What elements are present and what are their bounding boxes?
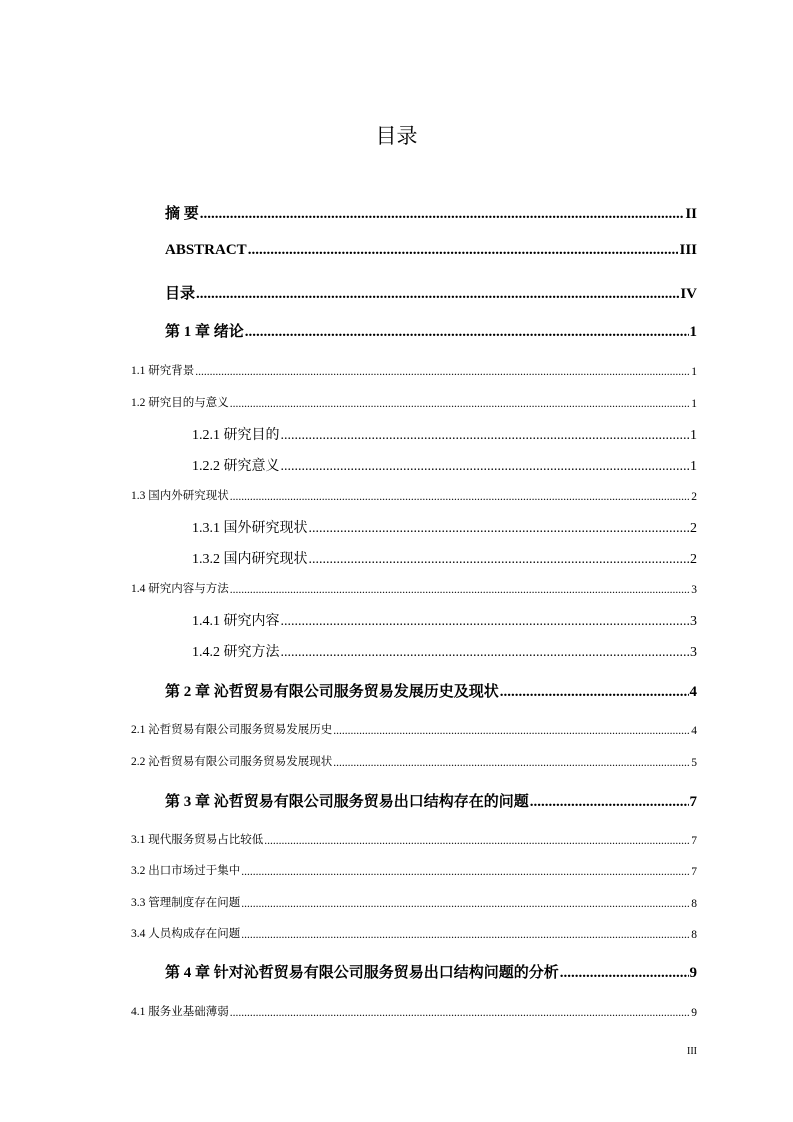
toc-leader-dots	[230, 398, 691, 410]
toc-entry-label: 第 3 章 沁哲贸易有限公司服务贸易出口结构存在的问题	[165, 794, 529, 810]
toc-entry-page: 1	[691, 366, 697, 378]
toc-entry-label: 1.2 研究目的与意义	[131, 397, 229, 409]
toc-entry-1-4-1[interactable]	[192, 610, 697, 630]
toc-leader-dots	[530, 794, 689, 811]
toc-entry-label: 1.3 国内外研究现状	[131, 490, 229, 502]
toc-entry-3-1[interactable]	[131, 831, 697, 847]
toc-leader-dots	[264, 835, 690, 847]
toc-leader-dots	[281, 645, 690, 661]
toc-entry-label: 1.2.2 研究意义	[192, 459, 280, 474]
toc-entry-page: 4	[691, 725, 697, 737]
toc-entry-page: 3	[691, 584, 697, 596]
toc-entry-label: 3.2 出口市场过于集中	[131, 865, 241, 877]
toc-entry-label: 1.4.2 研究方法	[192, 645, 280, 660]
toc-entry-page: 7	[691, 866, 697, 878]
toc-entry-1-3-2[interactable]	[192, 548, 697, 568]
toc-entry-abstract-en[interactable]	[165, 242, 697, 259]
toc-entry-2-2[interactable]	[131, 753, 697, 769]
toc-entry-label: 第 4 章 针对沁哲贸易有限公司服务贸易出口结构问题的分析	[165, 965, 559, 981]
toc-leader-dots	[281, 459, 690, 475]
toc-leader-dots	[195, 366, 690, 378]
page-title: 目录	[375, 124, 418, 148]
toc-entry-page: 3	[690, 645, 697, 660]
toc-leader-dots	[309, 521, 690, 537]
toc-entry-label: 摘 要	[165, 206, 199, 222]
toc-entry-page: 7	[691, 835, 697, 847]
toc-entry-2-1[interactable]	[131, 721, 697, 737]
toc-entry-contents[interactable]	[165, 282, 697, 303]
toc-entry-label: 2.2 沁哲贸易有限公司服务贸易发展现状	[131, 756, 333, 768]
toc-entry-label: 第 1 章 绪论	[165, 324, 244, 340]
toc-entry-1-2[interactable]	[131, 394, 697, 410]
toc-entry-page: 9	[689, 965, 697, 981]
toc-leader-dots	[241, 898, 690, 910]
toc-entry-page: 5	[691, 757, 697, 769]
toc-entry-label: 1.2.1 研究目的	[192, 428, 280, 443]
toc-entry-3-2[interactable]	[131, 862, 697, 878]
toc-entry-page: 3	[690, 614, 697, 629]
toc-entry-page: 1	[689, 324, 697, 340]
toc-entry-1-1[interactable]	[131, 362, 697, 378]
toc-entry-3-3[interactable]	[131, 894, 697, 910]
toc-leader-dots	[230, 491, 691, 503]
toc-leader-dots	[560, 965, 689, 982]
toc-entry-label: 3.3 管理制度存在问题	[131, 897, 241, 909]
toc-entry-page: 2	[691, 491, 697, 503]
toc-entry-label: 1.1 研究背景	[131, 365, 195, 377]
toc-entry-chapter-3[interactable]	[165, 790, 697, 811]
toc-entry-3-4[interactable]	[131, 925, 697, 941]
toc-entry-label: 3.1 现代服务贸易占比较低	[131, 834, 264, 846]
toc-entry-1-4-2[interactable]	[192, 641, 697, 661]
toc-entry-page: IV	[680, 286, 697, 302]
toc-entry-page: 8	[691, 929, 697, 941]
toc-entry-page: III	[679, 242, 697, 258]
toc-leader-dots	[309, 552, 690, 568]
toc-entry-page: II	[685, 206, 697, 222]
toc-entry-1-2-2[interactable]	[192, 455, 697, 475]
toc-leader-dots	[281, 614, 690, 630]
toc-entry-1-3[interactable]	[131, 487, 697, 503]
toc-leader-dots	[500, 684, 689, 701]
toc-entry-label: 第 2 章 沁哲贸易有限公司服务贸易发展历史及现状	[165, 684, 499, 700]
toc-leader-dots	[333, 757, 690, 769]
toc-leader-dots	[281, 428, 690, 444]
toc-entry-chapter-4[interactable]	[165, 961, 697, 982]
toc-entry-page: 1	[690, 459, 697, 474]
toc-entry-label: ABSTRACT	[165, 242, 247, 258]
toc-entry-chapter-2[interactable]	[165, 680, 697, 701]
toc-leader-dots	[333, 725, 690, 737]
toc-entry-label: 1.4.1 研究内容	[192, 614, 280, 629]
toc-entry-page: 2	[690, 552, 697, 567]
toc-leader-dots	[200, 206, 685, 223]
toc-entry-page: 4	[689, 684, 697, 700]
toc-entry-label: 2.1 沁哲贸易有限公司服务贸易发展历史	[131, 724, 333, 736]
toc-entry-page: 1	[691, 398, 697, 410]
toc-entry-label: 1.3.1 国外研究现状	[192, 521, 308, 536]
toc-leader-dots	[230, 1007, 691, 1019]
toc-leader-dots	[230, 584, 691, 596]
page-number-footer: III	[687, 1046, 697, 1057]
toc-entry-page: 9	[691, 1007, 697, 1019]
toc-entry-chapter-1[interactable]	[165, 320, 697, 341]
toc-leader-dots	[245, 324, 689, 341]
toc-leader-dots	[196, 286, 679, 303]
toc-entry-page: 8	[691, 898, 697, 910]
toc-entry-abstract-cn[interactable]	[165, 202, 697, 223]
toc-entry-1-2-1[interactable]	[192, 424, 697, 444]
toc-leader-dots	[241, 929, 690, 941]
toc-entry-label: 目录	[165, 286, 196, 302]
toc-entry-label: 4.1 服务业基础薄弱	[131, 1006, 229, 1018]
toc-entry-page: 2	[690, 521, 697, 536]
toc-entry-label: 1.4 研究内容与方法	[131, 583, 229, 595]
toc-entry-1-3-1[interactable]	[192, 517, 697, 537]
toc-entry-label: 3.4 人员构成存在问题	[131, 928, 241, 940]
toc-entry-page: 1	[690, 428, 697, 443]
toc-entry-label: 1.3.2 国内研究现状	[192, 552, 308, 567]
toc-leader-dots	[241, 866, 690, 878]
toc-entry-4-1[interactable]	[131, 1003, 697, 1019]
toc-leader-dots	[248, 242, 679, 259]
toc-entry-1-4[interactable]	[131, 580, 697, 596]
toc-entry-page: 7	[689, 794, 697, 810]
